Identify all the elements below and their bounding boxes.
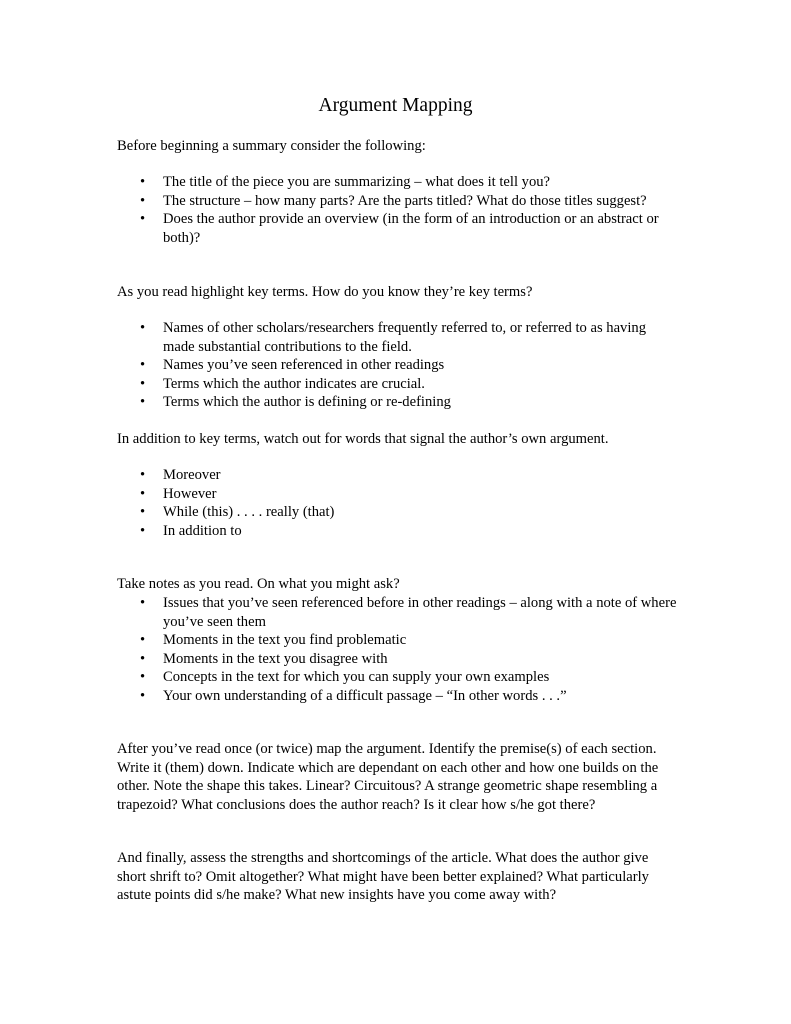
section-3-intro: In addition to key terms, watch out for words that signal the author’s own argument. xyxy=(117,431,609,447)
bullet-icon: • xyxy=(140,595,146,611)
list-item: • Terms which the author indicates are crucial. xyxy=(140,375,425,392)
list-item: • However xyxy=(140,485,217,502)
list-item: • Moments in the text you find problematic xyxy=(140,632,407,648)
list-item: • Names you’ve seen referenced in other readings xyxy=(140,357,445,373)
bullet-icon: • xyxy=(140,650,146,667)
bullet-icon: • xyxy=(140,320,146,336)
list-item: • Does the author provide an overview (in the form of an introduction or an abstract or both)? xyxy=(140,211,659,246)
list-item: • Issues that you’ve seen referenced before in other readings – along with a note of where you’ve seen them xyxy=(140,595,677,630)
list-item: • Names of other scholars/researchers frequently referred to, or referred to as having made substantial contributions to the field. xyxy=(140,320,646,355)
bullet-icon: • xyxy=(140,211,146,227)
bullet-icon: • xyxy=(140,669,146,685)
list-item: • The structure – how many parts? Are the parts titled? What do those titles suggest? xyxy=(140,192,647,209)
assess-paragraph: And finally, assess the strengths and shortcomings of the article. What does the author give short shrift to? Omit altogether? What might have been better explained? What particularly astute points did s/he make? What new insights have you come away with? xyxy=(117,850,649,903)
list-item: • The title of the piece you are summarizing – what does it tell you? xyxy=(140,174,551,190)
bullet-icon: • xyxy=(140,504,146,520)
bullet-icon: • xyxy=(140,522,146,539)
list-item: • Terms which the author is defining or re-defining xyxy=(140,394,451,410)
bullet-icon: • xyxy=(140,467,146,483)
section-2-list xyxy=(117,319,677,412)
bullet-icon: • xyxy=(140,174,146,190)
list-item: • Moments in the text you disagree with xyxy=(140,650,388,667)
bullet-icon: • xyxy=(140,394,146,410)
bullet-icon: • xyxy=(140,485,146,502)
page-title: Argument Mapping xyxy=(318,95,473,116)
list-item: • Concepts in the text for which you can supply your own examples xyxy=(140,669,550,685)
bullet-icon: • xyxy=(140,687,146,704)
bullet-icon: • xyxy=(140,375,146,392)
bullet-icon: • xyxy=(140,192,146,209)
list-item: • While (this) . . . . really (that) xyxy=(140,504,335,520)
bullet-icon: • xyxy=(140,632,146,648)
list-item: • In addition to xyxy=(140,522,242,539)
list-item: • Your own understanding of a difficult passage – “In other words . . .” xyxy=(140,687,567,704)
section-4-list xyxy=(117,594,677,705)
section-4-intro: Take notes as you read. On what you might ask? xyxy=(117,576,400,592)
section-1-list xyxy=(117,173,677,247)
section-2-intro: As you read highlight key terms. How do you know they’re key terms? xyxy=(117,284,533,300)
map-argument-paragraph: After you’ve read once (or twice) map the argument. Identify the premise(s) of each section. Write it (them) down. Indicate which are dependant on each other and how one builds on the other. Note the shape this takes. Linear? Circuitous? A strange geometric shape resembling a trapezoid? What conclusions does the author reach? Is it clear how s/he got there? xyxy=(117,741,659,813)
section-1-intro: Before beginning a summary consider the following: xyxy=(117,138,426,154)
section-3-list xyxy=(117,466,677,540)
bullet-icon: • xyxy=(140,357,146,373)
list-item: • Moreover xyxy=(140,467,221,483)
